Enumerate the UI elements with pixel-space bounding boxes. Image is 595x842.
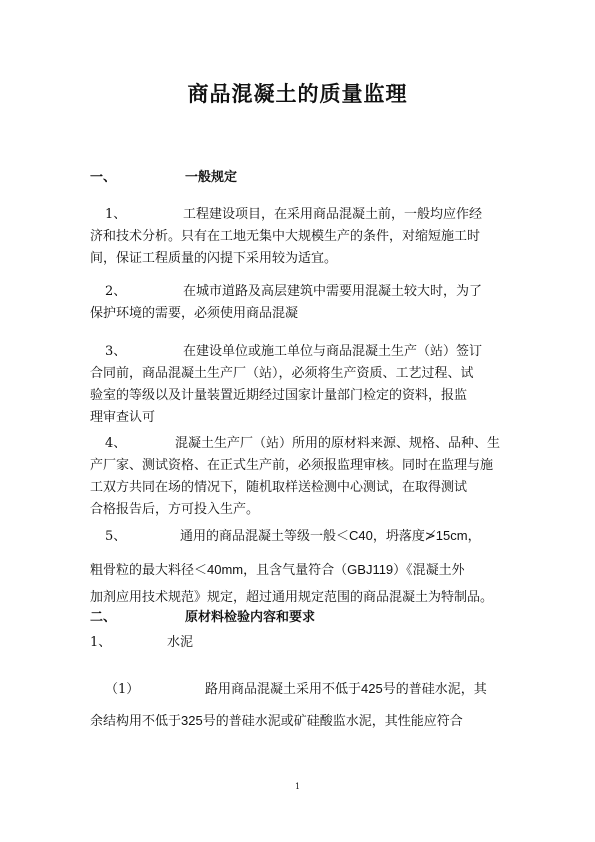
paragraph-line (90, 522, 515, 556)
line-text: 工程建设项目，在采用商品混凝土前，一般均应作经 (183, 207, 483, 222)
page-title: 商品混凝土的质量监理 (187, 82, 408, 106)
cement-grade-value: 325 (181, 713, 203, 728)
line-text: 路用商品混凝土采用不低于 (205, 682, 362, 697)
item-number: 3、 (105, 344, 127, 359)
section-number: 一、 (90, 170, 117, 185)
paragraph-line (90, 204, 515, 226)
paragraph-line (90, 707, 515, 735)
paragraph-line: 保护环境的需要，必须使用商品混凝 (90, 306, 299, 321)
paragraph-item-3 (90, 341, 515, 429)
item-number: 5、 (105, 529, 127, 544)
paragraph-item-4 (90, 433, 515, 521)
section-heading-general (90, 168, 237, 188)
paragraph-line (90, 675, 515, 707)
item-number: （1） (105, 682, 140, 697)
line-text: 余结构用不低于 (90, 714, 182, 729)
section-number: 二、 (90, 610, 117, 625)
line-text: ）《混凝土外 (393, 563, 465, 578)
line-text: 通用的商品混凝土等级一般＜ (180, 529, 350, 544)
paragraph-item-5 (90, 522, 515, 612)
paragraph-line: 合同前，商品混凝土生产厂（站），必须将生产资质、工艺过程、试 (90, 366, 474, 381)
line-text: 号的普硅水泥或矿硅酸监水泥，其性能应符合 (202, 714, 463, 729)
paragraph-line: 工双方共同在场的情况下，随机取样送检测中心测试，在取得测试 (90, 480, 468, 495)
cement-grade-value: 425 (361, 681, 383, 696)
line-text: 在城市道路及高层建筑中需要用混凝土较大时，为了 (183, 284, 483, 299)
paragraph-line (90, 341, 515, 363)
line-text: ，坍落度≯ (372, 529, 436, 544)
paragraph-item-2 (90, 281, 515, 325)
paragraph-item-1 (90, 204, 515, 270)
paragraph-item-c1 (90, 675, 515, 735)
paragraph-line: 理审查认可 (90, 410, 156, 425)
paragraph-line (90, 433, 515, 455)
section-title: 一般规定 (185, 170, 238, 185)
line-text: ， (467, 529, 481, 544)
item-number: 1、 (105, 207, 127, 222)
line-text: ，且含气量符合（ (243, 563, 348, 578)
line-text: 号的普硅水泥，其 (382, 682, 487, 697)
slump-value: 15cm (435, 528, 468, 543)
paragraph-line (90, 556, 515, 584)
line-text: 粗骨粒的最大料径＜ (90, 563, 208, 578)
page-number: 1 (294, 782, 301, 791)
item-number: 4、 (105, 436, 127, 451)
aggregate-size-value: 40mm (207, 562, 244, 577)
paragraph-line: 产厂家、测试资格、在正式生产前，必须报监理审核。同时在监理与施 (90, 458, 494, 473)
paragraph-line: 加剂应用技术规范》规定，超过通用规定范围的商品混凝土为特制品。 (90, 590, 494, 605)
standard-code: GBJ119 (347, 562, 394, 577)
paragraph-line: 验室的等级以及计量装置近期经过国家计量部门检定的资料，报监 (90, 388, 468, 403)
paragraph-line (90, 281, 515, 303)
section-heading-materials (90, 608, 315, 628)
item-number: 2、 (105, 284, 127, 299)
subsection-number: 1、 (90, 635, 112, 650)
grade-value: C40 (349, 528, 373, 543)
line-text: 在建设单位或施工单位与商品混凝土生产（站）签订 (183, 344, 483, 359)
subsection-heading-cement (90, 633, 193, 653)
section-title: 原材料检验内容和要求 (185, 610, 316, 625)
paragraph-line: 济和技术分析。只有在工地无集中大规模生产的条件，对缩短施工时 (90, 229, 481, 244)
paragraph-line: 合格报告后，方可投入生产。 (90, 502, 260, 517)
subsection-title: 水泥 (167, 635, 194, 650)
line-text: 混凝土生产厂（站）所用的原材料来源、规格、品种、生 (175, 436, 501, 451)
paragraph-line: 间，保证工程质量的闪提下采用较为适宜。 (90, 251, 338, 266)
